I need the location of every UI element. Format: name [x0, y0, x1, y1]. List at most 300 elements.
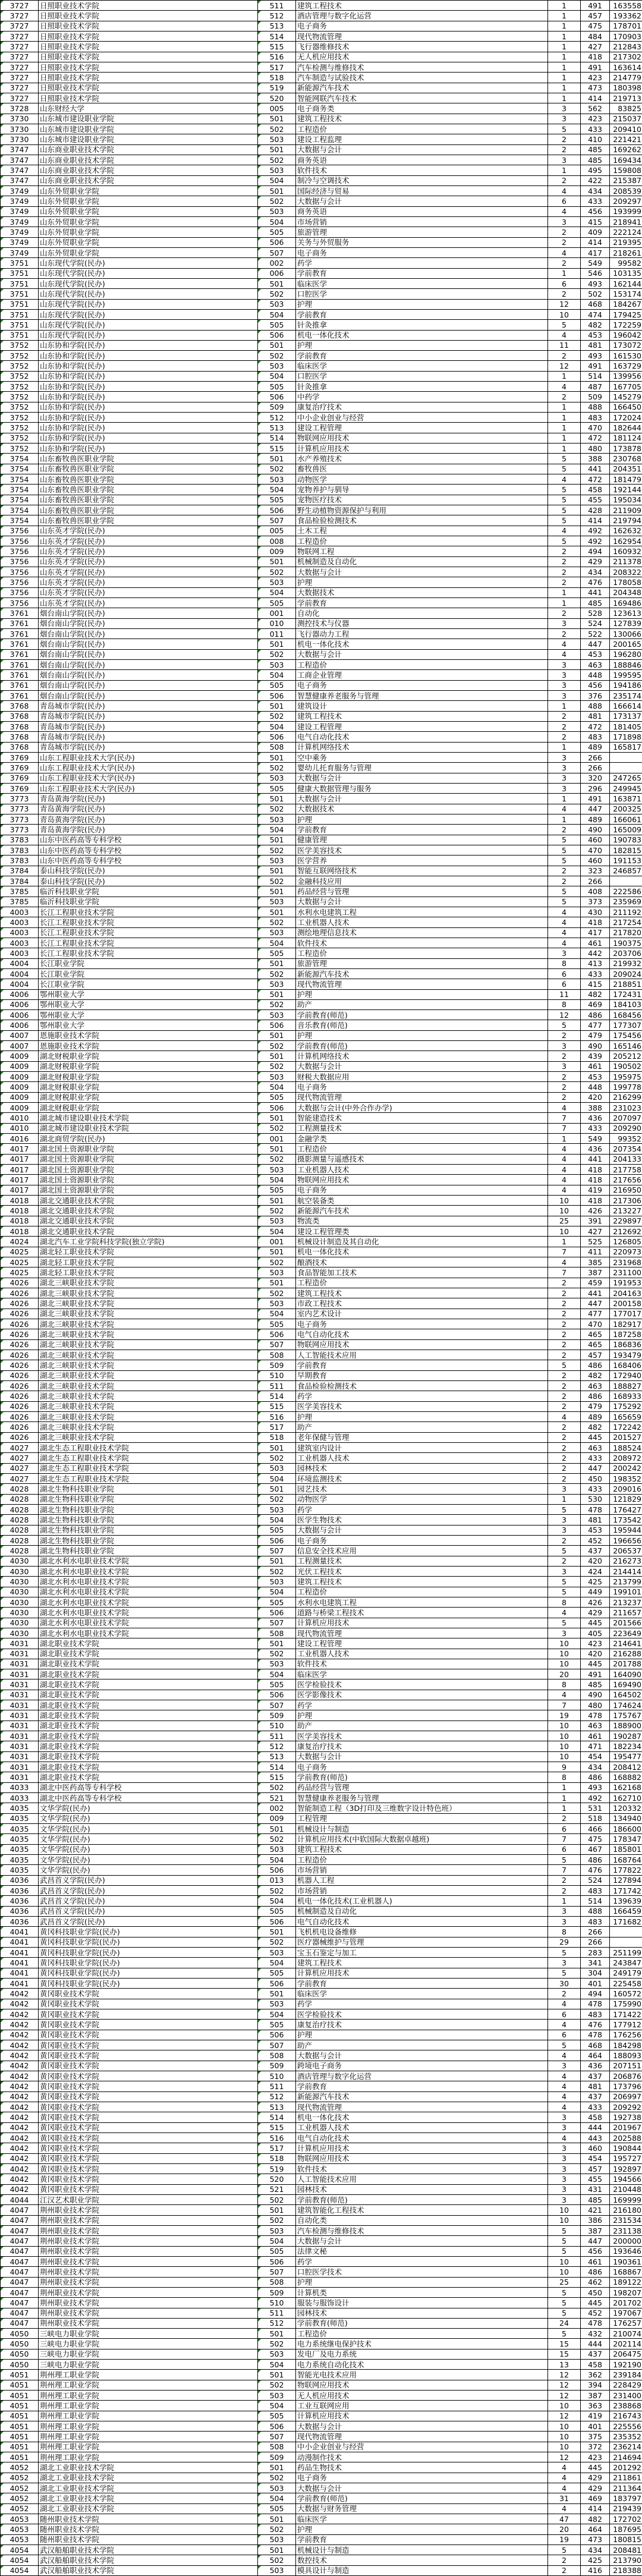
major-name-cell[interactable]: 学前教育(师范) [296, 2493, 548, 2503]
school-code-cell[interactable]: 3752 [1, 382, 39, 392]
school-name-cell[interactable]: 荆州职业技术学院 [39, 2225, 258, 2235]
plan-count-cell[interactable]: 2 [548, 1319, 581, 1329]
min-score-cell[interactable]: 562 [581, 103, 610, 114]
major-name-cell[interactable]: 学前教育(师范) [296, 1772, 548, 1782]
plan-count-cell[interactable]: 2 [548, 1886, 581, 1896]
min-rank-cell[interactable]: 169486 [610, 598, 642, 608]
school-code-cell[interactable]: 4025 [1, 1257, 39, 1267]
school-code-cell[interactable]: 3749 [1, 227, 39, 237]
school-name-cell[interactable]: 荆州职业技术学院 [39, 2287, 258, 2297]
plan-count-cell[interactable]: 4 [548, 474, 581, 485]
school-code-cell[interactable]: 4035 [1, 1824, 39, 1834]
major-name-cell[interactable]: 大数据与会计 [296, 897, 548, 907]
plan-count-cell[interactable]: 2 [548, 2555, 581, 2565]
plan-count-cell[interactable]: 2 [548, 1813, 581, 1823]
school-name-cell[interactable]: 荆州职业技术学院 [39, 2205, 258, 2215]
major-code-cell[interactable]: 502 [258, 2339, 296, 2349]
school-name-cell[interactable]: 武昌首义学院(民办) [39, 1886, 258, 1896]
min-score-cell[interactable]: 457 [581, 1350, 610, 1360]
school-code-cell[interactable]: 3768 [1, 701, 39, 711]
min-rank-cell[interactable]: 231534 [610, 2215, 642, 2225]
min-rank-cell[interactable]: 211861 [610, 2473, 642, 2483]
school-code-cell[interactable]: 4031 [1, 1669, 39, 1679]
min-rank-cell[interactable]: 169434 [610, 155, 642, 165]
major-code-cell[interactable]: 501 [258, 2370, 296, 2380]
min-score-cell[interactable]: 423 [581, 1638, 610, 1649]
major-name-cell[interactable]: 电子商务 [296, 2473, 548, 2483]
school-name-cell[interactable]: 三峡电力职业学院 [39, 2349, 258, 2359]
plan-count-cell[interactable]: 5 [548, 320, 581, 330]
major-code-cell[interactable]: 506 [258, 2256, 296, 2266]
min-rank-cell[interactable]: 194566 [610, 2174, 642, 2184]
plan-count-cell[interactable]: 10 [548, 2421, 581, 2432]
major-code-cell[interactable]: 502 [258, 1288, 296, 1298]
major-name-cell[interactable]: 工程测量技术 [296, 1556, 548, 1566]
school-name-cell[interactable]: 山东畜牧兽医职业学院 [39, 515, 258, 526]
plan-count-cell[interactable]: 5 [548, 124, 581, 134]
plan-count-cell[interactable]: 4 [548, 1144, 581, 1154]
plan-count-cell[interactable]: 9 [548, 1762, 581, 1772]
major-code-cell[interactable]: 502 [258, 917, 296, 927]
school-code-cell[interactable]: 4026 [1, 1339, 39, 1350]
plan-count-cell[interactable]: 25 [548, 2277, 581, 2287]
major-name-cell[interactable]: 大数据与会计 [296, 1061, 548, 1071]
major-name-cell[interactable]: 医学美容技术 [296, 1731, 548, 1741]
min-score-cell[interactable]: 474 [581, 309, 610, 319]
major-code-cell[interactable]: 506 [258, 1535, 296, 1545]
min-score-cell[interactable]: 414 [581, 93, 610, 103]
min-rank-cell[interactable]: 162632 [610, 526, 642, 536]
major-name-cell[interactable]: 现代物流管理 [296, 31, 548, 41]
min-score-cell[interactable]: 479 [581, 1030, 610, 1040]
plan-count-cell[interactable]: 1 [548, 1494, 581, 1504]
major-name-cell[interactable]: 建筑工程技术 [296, 114, 548, 124]
min-rank-cell[interactable]: 239184 [610, 2370, 642, 2380]
major-code-cell[interactable]: 513 [258, 21, 296, 31]
min-rank-cell[interactable]: 217820 [610, 927, 642, 938]
plan-count-cell[interactable]: 4 [548, 907, 581, 917]
min-score-cell[interactable]: 489 [581, 1411, 610, 1421]
school-name-cell[interactable]: 黄冈职业技术学院 [39, 2081, 258, 2091]
major-name-cell[interactable]: 智能建造技术 [296, 1113, 548, 1123]
major-name-cell[interactable]: 电气自动化技术 [296, 732, 548, 742]
plan-count-cell[interactable]: 2 [548, 567, 581, 577]
school-code-cell[interactable]: 4042 [1, 2112, 39, 2122]
min-score-cell[interactable]: 445 [581, 1618, 610, 1628]
major-name-cell[interactable]: 计算机应用技术(中软国际大数据卓越班) [296, 1834, 548, 1844]
school-code-cell[interactable]: 3747 [1, 175, 39, 185]
major-code-cell[interactable]: 507 [258, 515, 296, 526]
plan-count-cell[interactable]: 6 [548, 979, 581, 989]
school-name-cell[interactable]: 湖北生物科技职业学院 [39, 1546, 258, 1556]
min-rank-cell[interactable]: 192190 [610, 2360, 642, 2370]
major-code-cell[interactable]: 506 [258, 690, 296, 700]
min-rank-cell[interactable]: 218388 [610, 2565, 642, 2575]
school-name-cell[interactable]: 青岛城市学院(民办) [39, 711, 258, 721]
major-code-cell[interactable]: 506 [258, 1979, 296, 1989]
plan-count-cell[interactable]: 3 [548, 948, 581, 958]
major-name-cell[interactable]: 工业机器人技术 [296, 1453, 548, 1463]
major-code-cell[interactable]: 505 [258, 2020, 296, 2030]
plan-count-cell[interactable]: 2 [548, 1535, 581, 1545]
school-name-cell[interactable]: 山东英才学院(民办) [39, 577, 258, 587]
plan-count-cell[interactable]: 2 [548, 1298, 581, 1309]
min-rank-cell[interactable]: 173878 [610, 444, 642, 454]
plan-count-cell[interactable]: 1 [548, 11, 581, 21]
min-rank-cell[interactable]: 201527 [610, 1432, 642, 1442]
major-code-cell[interactable]: 504 [258, 2493, 296, 2503]
major-name-cell[interactable]: 工程造价 [296, 124, 548, 134]
min-score-cell[interactable]: 444 [581, 2122, 610, 2132]
plan-count-cell[interactable]: 4 [548, 2081, 581, 2091]
min-score-cell[interactable]: 388 [581, 454, 610, 464]
major-name-cell[interactable]: 物联网应用技术 [296, 1175, 548, 1185]
school-code-cell[interactable]: 4031 [1, 1731, 39, 1741]
major-name-cell[interactable]: 针灸推拿 [296, 382, 548, 392]
school-code-cell[interactable]: 3754 [1, 464, 39, 474]
min-score-cell[interactable]: 448 [581, 670, 610, 680]
major-name-cell[interactable]: 计算机应用技术 [296, 444, 548, 454]
school-name-cell[interactable]: 山东协和学院(民办) [39, 382, 258, 392]
major-code-cell[interactable]: 507 [258, 1339, 296, 1350]
school-code-cell[interactable]: 4030 [1, 1597, 39, 1607]
school-name-cell[interactable]: 黄冈科技职业学院(民办) [39, 1979, 258, 1989]
major-name-cell[interactable]: 食品检验检测技术 [296, 1380, 548, 1391]
school-name-cell[interactable]: 黄冈职业技术学院 [39, 2143, 258, 2153]
school-code-cell[interactable]: 4054 [1, 2555, 39, 2565]
school-code-cell[interactable]: 4031 [1, 1751, 39, 1762]
major-name-cell[interactable]: 电子商务 [296, 680, 548, 690]
school-code-cell[interactable]: 3751 [1, 320, 39, 330]
major-name-cell[interactable]: 航空装备类 [296, 1196, 548, 1206]
plan-count-cell[interactable]: 3 [548, 680, 581, 690]
school-code-cell[interactable]: 3727 [1, 83, 39, 93]
plan-count-cell[interactable]: 4 [548, 1257, 581, 1267]
major-name-cell[interactable]: 大数据与会计 [296, 1525, 548, 1535]
min-rank-cell[interactable]: 196042 [610, 330, 642, 340]
school-name-cell[interactable]: 荆州理工职业学院 [39, 2370, 258, 2380]
min-score-cell[interactable]: 482 [581, 989, 610, 999]
major-code-cell[interactable]: 514 [258, 2112, 296, 2122]
major-name-cell[interactable]: 财税大数据应用 [296, 1072, 548, 1082]
school-code-cell[interactable]: 4036 [1, 1917, 39, 1927]
major-code-cell[interactable]: 511 [258, 2308, 296, 2318]
major-name-cell[interactable]: 助产 [296, 999, 548, 1009]
major-name-cell[interactable]: 电子商务类 [296, 103, 548, 114]
plan-count-cell[interactable]: 1 [548, 1237, 581, 1247]
major-code-cell[interactable]: 505 [258, 2503, 296, 2514]
plan-count-cell[interactable]: 12 [548, 1010, 581, 1020]
major-code-cell[interactable]: 503 [258, 361, 296, 371]
school-code-cell[interactable]: 4030 [1, 1608, 39, 1618]
school-name-cell[interactable]: 湖北生态工程职业技术学院 [39, 1442, 258, 1452]
min-rank-cell[interactable]: 190844 [610, 2143, 642, 2153]
school-code-cell[interactable]: 4047 [1, 2205, 39, 2215]
school-code-cell[interactable]: 4026 [1, 1422, 39, 1432]
plan-count-cell[interactable]: 3 [548, 618, 581, 628]
school-name-cell[interactable]: 湖北水利水电职业技术学院 [39, 1618, 258, 1628]
major-name-cell[interactable]: 学前教育 [296, 598, 548, 608]
major-name-cell[interactable]: 工业机器人技术 [296, 917, 548, 927]
major-name-cell[interactable]: 临床医学 [296, 278, 548, 288]
major-name-cell[interactable]: 建筑智能化工程技术 [296, 2205, 548, 2215]
school-name-cell[interactable]: 荆州职业技术学院 [39, 2308, 258, 2318]
plan-count-cell[interactable]: 3 [548, 2163, 581, 2174]
min-score-cell[interactable]: 414 [581, 515, 610, 526]
min-rank-cell[interactable]: 200165 [610, 639, 642, 649]
plan-count-cell[interactable]: 3 [548, 103, 581, 114]
major-name-cell[interactable]: 机械制造及自动化 [296, 556, 548, 567]
major-code-cell[interactable]: 518 [258, 2153, 296, 2163]
plan-count-cell[interactable]: 1 [548, 444, 581, 454]
school-code-cell[interactable]: 4050 [1, 2329, 39, 2339]
major-code-cell[interactable]: 502 [258, 649, 296, 659]
major-code-cell[interactable]: 501 [258, 866, 296, 876]
school-name-cell[interactable]: 荆州职业技术学院 [39, 2256, 258, 2266]
major-name-cell[interactable]: 大数据与会计 [296, 567, 548, 577]
major-name-cell[interactable]: 医学美容技术 [296, 845, 548, 855]
major-name-cell[interactable]: 医学生物技术 [296, 1515, 548, 1525]
school-name-cell[interactable]: 湖北轻工职业技术学院 [39, 1267, 258, 1278]
major-code-cell[interactable]: 504 [258, 485, 296, 495]
school-code-cell[interactable]: 4006 [1, 1020, 39, 1030]
min-score-cell[interactable]: 426 [581, 1597, 610, 1607]
major-code-cell[interactable]: 513 [258, 2102, 296, 2112]
min-score-cell[interactable]: 362 [581, 2370, 610, 2380]
major-code-cell[interactable]: 502 [258, 2555, 296, 2565]
school-code-cell[interactable]: 3752 [1, 423, 39, 433]
school-code-cell[interactable]: 4047 [1, 2246, 39, 2256]
min-rank-cell[interactable]: 182234 [610, 1741, 642, 1751]
school-code-cell[interactable]: 4007 [1, 1030, 39, 1040]
major-name-cell[interactable]: 电气自动化技术 [296, 1329, 548, 1339]
plan-count-cell[interactable]: 3 [548, 1525, 581, 1535]
min-rank-cell[interactable]: 190375 [610, 938, 642, 948]
major-code-cell[interactable]: 502 [258, 1123, 296, 1133]
major-code-cell[interactable]: 516 [258, 52, 296, 62]
min-rank-cell[interactable]: 190287 [610, 1731, 642, 1741]
school-name-cell[interactable]: 文华学院(民办) [39, 1834, 258, 1844]
school-code-cell[interactable]: 4042 [1, 2122, 39, 2132]
plan-count-cell[interactable]: 4 [548, 382, 581, 392]
plan-count-cell[interactable]: 12 [548, 299, 581, 309]
major-name-cell[interactable]: 康复治疗技术 [296, 1741, 548, 1751]
major-code-cell[interactable]: 520 [258, 93, 296, 103]
min-score-cell[interactable]: 341 [581, 1958, 610, 1968]
min-score-cell[interactable]: 419 [581, 2411, 610, 2421]
plan-count-cell[interactable]: 5 [548, 1587, 581, 1597]
min-rank-cell[interactable]: 160572 [610, 1989, 642, 1999]
major-code-cell[interactable]: 503 [258, 1072, 296, 1082]
major-name-cell[interactable]: 大数据与会计 [296, 2236, 548, 2246]
min-score-cell[interactable]: 491 [581, 361, 610, 371]
plan-count-cell[interactable]: 10 [548, 2442, 581, 2452]
major-name-cell[interactable]: 护理 [296, 2277, 548, 2287]
school-code-cell[interactable]: 3784 [1, 866, 39, 876]
school-code-cell[interactable]: 4050 [1, 2339, 39, 2349]
school-code-cell[interactable]: 3783 [1, 845, 39, 855]
plan-count-cell[interactable]: 10 [548, 1206, 581, 1216]
major-name-cell[interactable]: 市场营销 [296, 1865, 548, 1875]
min-rank-cell[interactable]: 145279 [610, 392, 642, 402]
min-rank-cell[interactable]: 168456 [610, 1010, 642, 1020]
major-name-cell[interactable]: 智能光电技术应用 [296, 2370, 548, 2380]
min-rank-cell[interactable]: 208972 [610, 1453, 642, 1463]
school-name-cell[interactable]: 湖北水利水电职业技术学院 [39, 1566, 258, 1576]
major-name-cell[interactable]: 信息安全技术应用 [296, 1546, 548, 1556]
major-code-cell[interactable]: 503 [258, 1999, 296, 2009]
school-name-cell[interactable]: 湖北职业技术学院 [39, 1700, 258, 1710]
major-code-cell[interactable]: 504 [258, 721, 296, 731]
school-code-cell[interactable]: 3783 [1, 835, 39, 845]
major-code-cell[interactable]: 516 [258, 1411, 296, 1421]
min-score-cell[interactable]: 394 [581, 2380, 610, 2390]
min-score-cell[interactable]: 434 [581, 185, 610, 196]
major-name-cell[interactable]: 计算机应用技术 [296, 1968, 548, 1978]
plan-count-cell[interactable]: 2 [548, 1380, 581, 1391]
school-name-cell[interactable]: 烟台南山学院(民办) [39, 629, 258, 639]
min-rank-cell[interactable]: 195975 [610, 1072, 642, 1082]
min-score-cell[interactable]: 483 [581, 732, 610, 742]
min-score-cell[interactable]: 420 [581, 1556, 610, 1566]
plan-count-cell[interactable]: 4 [548, 938, 581, 948]
min-rank-cell[interactable]: 231023 [610, 1103, 642, 1113]
major-code-cell[interactable]: 502 [258, 1041, 296, 1051]
school-code-cell[interactable]: 4033 [1, 1782, 39, 1792]
min-rank-cell[interactable]: 207097 [610, 1113, 642, 1123]
min-rank-cell[interactable]: 169999 [610, 2194, 642, 2204]
min-score-cell[interactable]: 266 [581, 1937, 610, 1947]
plan-count-cell[interactable]: 1 [548, 413, 581, 423]
min-score-cell[interactable]: 431 [581, 2184, 610, 2194]
min-rank-cell[interactable]: 219794 [610, 515, 642, 526]
min-score-cell[interactable]: 481 [581, 2081, 610, 2091]
school-code-cell[interactable]: 4051 [1, 2370, 39, 2380]
min-rank-cell[interactable]: 193479 [610, 1350, 642, 1360]
school-code-cell[interactable]: 4003 [1, 927, 39, 938]
school-code-cell[interactable]: 3752 [1, 361, 39, 371]
school-code-cell[interactable]: 4042 [1, 2071, 39, 2081]
plan-count-cell[interactable]: 3 [548, 1041, 581, 1051]
major-name-cell[interactable]: 无人机应用技术 [296, 52, 548, 62]
min-score-cell[interactable]: 471 [581, 1741, 610, 1751]
school-code-cell[interactable]: 4052 [1, 2503, 39, 2514]
plan-count-cell[interactable]: 2 [548, 1278, 581, 1288]
school-name-cell[interactable]: 烟台南山学院(民办) [39, 608, 258, 618]
min-score-cell[interactable]: 429 [581, 2473, 610, 2483]
major-code-cell[interactable]: 506 [258, 1690, 296, 1700]
school-name-cell[interactable]: 黄冈职业技术学院 [39, 2163, 258, 2174]
min-score-cell[interactable]: 436 [581, 1144, 610, 1154]
school-code-cell[interactable]: 4004 [1, 958, 39, 968]
major-code-cell[interactable]: 502 [258, 2194, 296, 2204]
min-rank-cell[interactable]: 204133 [610, 1154, 642, 1164]
school-code-cell[interactable]: 4026 [1, 1298, 39, 1309]
major-code-cell[interactable]: 503 [258, 1165, 296, 1175]
school-name-cell[interactable]: 湖北水利水电职业技术学院 [39, 1577, 258, 1587]
major-name-cell[interactable]: 临床医学 [296, 361, 548, 371]
major-code-cell[interactable]: 501 [258, 2545, 296, 2555]
school-name-cell[interactable]: 湖北轻工职业技术学院 [39, 1257, 258, 1267]
major-code-cell[interactable]: 503 [258, 2483, 296, 2493]
plan-count-cell[interactable]: 7 [548, 1123, 581, 1133]
major-code-cell[interactable]: 503 [258, 206, 296, 216]
major-code-cell[interactable]: 505 [258, 2411, 296, 2421]
min-rank-cell[interactable]: 198207 [610, 2287, 642, 2297]
plan-count-cell[interactable]: 3 [548, 670, 581, 680]
school-name-cell[interactable]: 山东英才学院(民办) [39, 567, 258, 577]
school-name-cell[interactable]: 烟台南山学院(民办) [39, 660, 258, 670]
school-name-cell[interactable]: 文华学院(民办) [39, 1824, 258, 1834]
school-code-cell[interactable]: 4028 [1, 1535, 39, 1545]
school-name-cell[interactable]: 黄冈职业技术学院 [39, 2174, 258, 2184]
major-name-cell[interactable]: 健康管理 [296, 835, 548, 845]
min-rank-cell[interactable]: 208481 [610, 2545, 642, 2555]
min-score-cell[interactable]: 463 [581, 1380, 610, 1391]
min-score-cell[interactable]: 437 [581, 2091, 610, 2102]
min-rank-cell[interactable]: 206876 [610, 2071, 642, 2081]
major-code-cell[interactable]: 501 [258, 340, 296, 350]
plan-count-cell[interactable]: 1 [548, 1803, 581, 1813]
major-name-cell[interactable]: 建设工程监理 [296, 134, 548, 144]
min-rank-cell[interactable]: 176427 [610, 1504, 642, 1514]
school-code-cell[interactable]: 4009 [1, 1103, 39, 1113]
min-score-cell[interactable]: 439 [581, 1051, 610, 1061]
school-name-cell[interactable]: 长江职业学院 [39, 979, 258, 989]
plan-count-cell[interactable]: 10 [548, 2267, 581, 2277]
major-code-cell[interactable]: 512 [258, 2091, 296, 2102]
major-code-cell[interactable]: 509 [258, 2061, 296, 2071]
major-name-cell[interactable]: 新能源汽车技术 [296, 2091, 548, 2102]
major-code-cell[interactable]: 504 [258, 2360, 296, 2370]
major-code-cell[interactable]: 503 [258, 1267, 296, 1278]
major-code-cell[interactable]: 503 [258, 773, 296, 783]
school-name-cell[interactable]: 湖北职业技术学院 [39, 1751, 258, 1762]
min-score-cell[interactable]: 429 [581, 556, 610, 567]
major-name-cell[interactable]: 电力系统自动化技术 [296, 2360, 548, 2370]
min-rank-cell[interactable]: 211364 [610, 2483, 642, 2493]
major-code-cell[interactable]: 502 [258, 2524, 296, 2534]
school-name-cell[interactable]: 湖北水利水电职业技术学院 [39, 1587, 258, 1597]
school-code-cell[interactable]: 3752 [1, 413, 39, 423]
major-code-cell[interactable]: 503 [258, 1659, 296, 1669]
min-rank-cell[interactable]: 127839 [610, 618, 642, 628]
major-code-cell[interactable]: 504 [258, 2401, 296, 2411]
min-rank-cell[interactable]: 173796 [610, 2081, 642, 2091]
major-name-cell[interactable]: 学前教育 [296, 351, 548, 361]
min-rank-cell[interactable] [610, 752, 642, 762]
major-code-cell[interactable]: 512 [258, 1741, 296, 1751]
major-name-cell[interactable]: 宠物医疗技术 [296, 495, 548, 505]
major-code-cell[interactable]: 503 [258, 299, 296, 309]
min-score-cell[interactable]: 453 [581, 330, 610, 340]
school-code-cell[interactable]: 3769 [1, 783, 39, 793]
min-score-cell[interactable]: 376 [581, 690, 610, 700]
school-name-cell[interactable]: 青岛城市学院(民办) [39, 742, 258, 752]
min-rank-cell[interactable]: 188846 [610, 660, 642, 670]
school-name-cell[interactable]: 黄冈职业技术学院 [39, 2102, 258, 2112]
min-score-cell[interactable]: 491 [581, 794, 610, 804]
major-code-cell[interactable]: 505 [258, 382, 296, 392]
school-code-cell[interactable]: 4009 [1, 1082, 39, 1092]
min-rank-cell[interactable]: 235352 [610, 2432, 642, 2442]
plan-count-cell[interactable]: 1 [548, 433, 581, 443]
min-rank-cell[interactable]: 207151 [610, 2061, 642, 2071]
school-code-cell[interactable]: 3749 [1, 196, 39, 206]
min-rank-cell[interactable]: 216180 [610, 2205, 642, 2215]
major-name-cell[interactable]: 工程造价 [296, 948, 548, 958]
major-code-cell[interactable]: 502 [258, 2473, 296, 2483]
